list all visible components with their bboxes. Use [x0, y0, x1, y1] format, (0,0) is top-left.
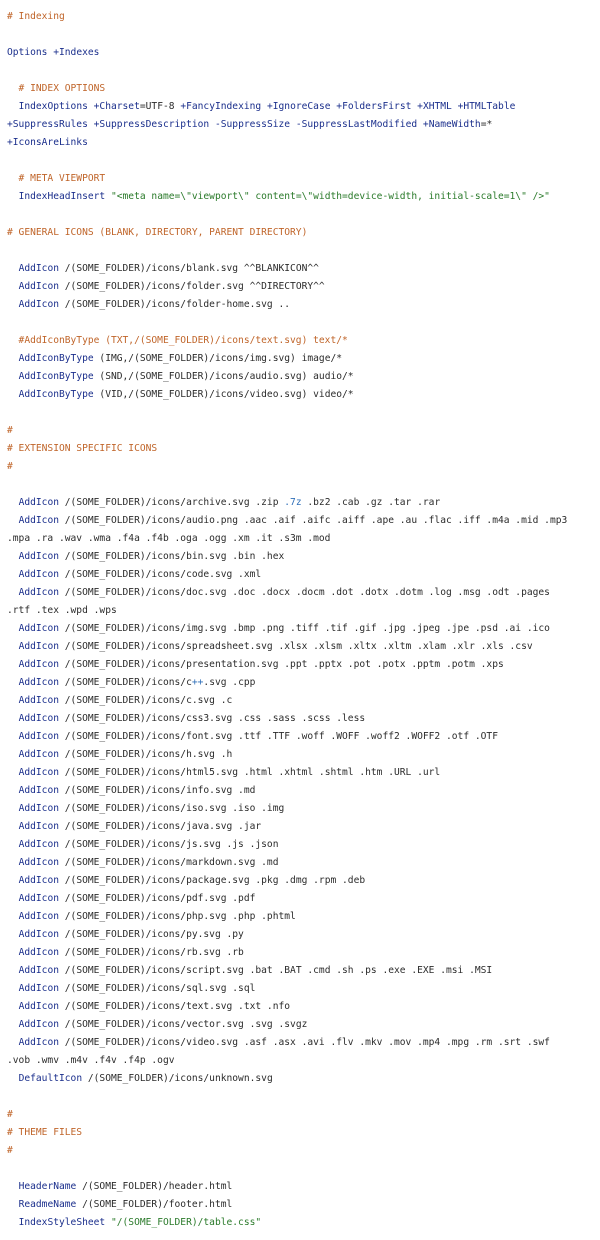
code-line [7, 782, 595, 800]
code-token-plain: /(SOME_FOLDER)/icons/audio.png .aac .aif .aifc .aiff .ape .au .flac .iff .m4a .mid .mp3 [59, 515, 568, 526]
code-line [7, 728, 595, 746]
code-token-comment: # THEME FILES [7, 1127, 83, 1138]
code-line [7, 44, 595, 62]
code-token-keyword: AddIconByType [18, 371, 94, 382]
code-token-plain [7, 1019, 19, 1030]
code-token-keyword: AddIcon [18, 713, 59, 724]
code-token-plain [7, 821, 19, 832]
code-token-comment: # [7, 461, 13, 472]
code-line [7, 692, 595, 710]
code-token-keyword: DefaultIcon [18, 1073, 83, 1084]
code-token-plain: /(SOME_FOLDER)/header.html [76, 1181, 233, 1192]
code-line [7, 1106, 595, 1124]
code-token-plain: /(SOME_FOLDER)/icons/package.svg .pkg .dmg .rpm .deb [59, 875, 366, 886]
code-token-keyword: AddIcon [18, 803, 59, 814]
code-line [7, 404, 595, 422]
code-token-plain: .vob .wmv .m4v .f4v .f4p .ogv [7, 1055, 175, 1066]
code-token-plain: /(SOME_FOLDER)/footer.html [76, 1199, 233, 1210]
code-token-comment: # META VIEWPORT [7, 173, 106, 184]
code-token-keyword: AddIcon [18, 263, 59, 274]
code-token-plain [7, 749, 19, 760]
code-token-plain: =* [480, 119, 493, 130]
code-token-plain: /(SOME_FOLDER)/icons/text.svg .txt .nfo [59, 1001, 291, 1012]
code-token-plain [7, 551, 19, 562]
code-token-keyword: AddIcon [18, 767, 59, 778]
code-line [7, 350, 595, 368]
code-token-plain [7, 1001, 19, 1012]
code-token-keyword: AddIcon [18, 749, 59, 760]
code-token-num: ++ [191, 677, 204, 688]
code-token-keyword: AddIcon [18, 1037, 59, 1048]
code-token-plain [7, 1217, 19, 1228]
code-token-comment: # Indexing [7, 11, 65, 22]
code-line [7, 1214, 595, 1232]
code-token-keyword: +HTMLTable [457, 101, 516, 112]
code-line [7, 800, 595, 818]
code-line [7, 1160, 595, 1178]
code-token-keyword: AddIcon [18, 281, 59, 292]
code-token-comment: # INDEX OPTIONS [7, 83, 106, 94]
code-token-plain: /(SOME_FOLDER)/icons/img.svg .bmp .png .tiff .tif .gif .jpg .jpeg .jpe .psd .ai .ico [59, 623, 550, 634]
code-token-keyword: +SuppressDescription [93, 119, 210, 130]
code-line [7, 764, 595, 782]
code-line [7, 260, 595, 278]
code-line [7, 980, 595, 998]
code-token-plain: .rtf .tex .wpd .wps [7, 605, 117, 616]
code-token-plain: /(SOME_FOLDER)/icons/html5.svg .html .xhtml .shtml .htm .URL .url [59, 767, 441, 778]
code-line [7, 620, 595, 638]
code-token-plain [7, 767, 19, 778]
code-line [7, 1052, 595, 1070]
code-token-keyword: IndexStyleSheet [18, 1217, 106, 1228]
code-token-keyword: IndexOptions [18, 101, 88, 112]
code-token-plain: /(SOME_FOLDER)/icons/unknown.svg [82, 1073, 273, 1084]
code-token-plain [7, 299, 19, 310]
code-token-plain [7, 389, 19, 400]
code-line [7, 1088, 595, 1106]
code-line [7, 1196, 595, 1214]
code-token-plain [7, 1199, 19, 1210]
code-token-keyword: +XHTML [417, 101, 452, 112]
code-token-plain [7, 929, 19, 940]
code-token-keyword: AddIcon [18, 857, 59, 868]
code-line [7, 944, 595, 962]
code-token-keyword: AddIcon [18, 1001, 59, 1012]
code-token-plain [7, 1073, 19, 1084]
code-line [7, 8, 595, 26]
code-token-plain: /(SOME_FOLDER)/icons/spreadsheet.svg .xlsx .xlsm .xltx .xltm .xlam .xlr .xls .csv [59, 641, 533, 652]
code-line [7, 872, 595, 890]
code-line [7, 548, 595, 566]
code-token-keyword: +IgnoreCase [266, 101, 331, 112]
code-line [7, 836, 595, 854]
code-token-keyword: +Indexes [53, 47, 100, 58]
code-token-string: "<meta name=\"viewport\" content=\"width=device-width, initial-scale=1\" />" [110, 191, 550, 202]
code-token-plain [7, 281, 19, 292]
code-token-plain: /(SOME_FOLDER)/icons/blank.svg ^^BLANKICON^^ [59, 263, 319, 274]
code-token-keyword: AddIcon [18, 731, 59, 742]
code-token-plain [7, 371, 19, 382]
code-token-comment: # [7, 1145, 13, 1156]
code-token-keyword: AddIcon [18, 785, 59, 796]
code-token-keyword: AddIcon [18, 965, 59, 976]
code-token-plain [7, 875, 19, 886]
code-token-keyword: +NameWidth [422, 119, 481, 130]
code-token-plain [7, 569, 19, 580]
code-token-keyword: AddIcon [18, 839, 59, 850]
code-token-keyword: AddIcon [18, 623, 59, 634]
code-token-keyword: AddIcon [18, 875, 59, 886]
code-token-keyword: +IconsAreLinks [7, 137, 88, 148]
code-line [7, 134, 595, 152]
code-token-plain: /(SOME_FOLDER)/icons/bin.svg .bin .hex [59, 551, 285, 562]
code-token-keyword: HeaderName [18, 1181, 77, 1192]
code-line [7, 1070, 595, 1088]
code-line [7, 908, 595, 926]
code-token-plain [7, 677, 19, 688]
code-token-plain [7, 713, 19, 724]
code-token-keyword: AddIcon [18, 1019, 59, 1030]
code-token-keyword: +FancyIndexing [180, 101, 262, 112]
code-line [7, 656, 595, 674]
code-token-keyword: AddIcon [18, 929, 59, 940]
code-token-plain: /(SOME_FOLDER)/icons/video.svg .asf .asx .avi .flv .mkv .mov .mp4 .mpg .rm .srt .swf [59, 1037, 550, 1048]
code-token-comment: # [7, 425, 13, 436]
code-token-plain: /(SOME_FOLDER)/icons/font.svg .ttf .TTF .woff .WOFF .woff2 .WOFF2 .otf .OTF [59, 731, 498, 742]
code-token-keyword: AddIcon [18, 821, 59, 832]
code-token-plain: /(SOME_FOLDER)/icons/folder-home.svg .. [59, 299, 291, 310]
code-line [7, 188, 595, 206]
code-token-plain [7, 641, 19, 652]
code-line [7, 1124, 595, 1142]
code-token-plain: /(SOME_FOLDER)/icons/css3.svg .css .sass .scss .less [59, 713, 366, 724]
code-token-plain: (VID,/(SOME_FOLDER)/icons/video.svg) video/* [93, 389, 354, 400]
code-token-plain: /(SOME_FOLDER)/icons/archive.svg .zip [59, 497, 285, 508]
code-token-plain: /(SOME_FOLDER)/icons/js.svg .js .json [59, 839, 279, 850]
code-token-plain [7, 515, 19, 526]
code-token-comment: # [7, 1109, 13, 1120]
code-token-plain: (SND,/(SOME_FOLDER)/icons/audio.svg) audio/* [93, 371, 354, 382]
code-token-plain: /(SOME_FOLDER)/icons/rb.svg .rb [59, 947, 244, 958]
code-line [7, 80, 595, 98]
code-token-keyword: AddIcon [18, 587, 59, 598]
code-line [7, 386, 595, 404]
code-line [7, 1142, 595, 1160]
code-token-keyword: AddIcon [18, 551, 59, 562]
code-token-keyword: AddIcon [18, 893, 59, 904]
code-token-plain: /(SOME_FOLDER)/icons/script.svg .bat .BAT .cmd .sh .ps .exe .EXE .msi .MSI [59, 965, 493, 976]
code-line [7, 314, 595, 332]
code-token-keyword: AddIcon [18, 299, 59, 310]
code-line [7, 476, 595, 494]
code-line [7, 116, 595, 134]
code-token-plain [7, 263, 19, 274]
code-token-plain: (IMG,/(SOME_FOLDER)/icons/img.svg) image/* [93, 353, 343, 364]
code-line [7, 368, 595, 386]
code-token-plain: /(SOME_FOLDER)/icons/pdf.svg .pdf [59, 893, 256, 904]
code-line [7, 818, 595, 836]
code-token-plain: /(SOME_FOLDER)/icons/sql.svg .sql [59, 983, 256, 994]
code-token-keyword: AddIcon [18, 497, 59, 508]
code-line [7, 152, 595, 170]
code-token-keyword: AddIcon [18, 695, 59, 706]
code-line [7, 1016, 595, 1034]
code-token-plain [7, 1037, 19, 1048]
code-token-keyword: +FoldersFirst [336, 101, 412, 112]
code-token-plain [7, 731, 19, 742]
code-line [7, 332, 595, 350]
code-token-plain [7, 983, 19, 994]
code-token-plain: /(SOME_FOLDER)/icons/c.svg .c [59, 695, 233, 706]
code-token-plain: /(SOME_FOLDER)/icons/py.svg .py [59, 929, 244, 940]
code-line [7, 998, 595, 1016]
code-token-keyword: AddIcon [18, 515, 59, 526]
code-token-plain [7, 857, 19, 868]
code-token-plain [7, 803, 19, 814]
code-token-comment: #AddIconByType (TXT,/(SOME_FOLDER)/icons/text.svg) text/* [7, 335, 348, 346]
code-token-plain [7, 965, 19, 976]
code-line [7, 530, 595, 548]
code-token-string: "/(SOME_FOLDER)/table.css" [110, 1217, 262, 1228]
code-token-plain: /(SOME_FOLDER)/icons/java.svg .jar [59, 821, 262, 832]
code-line [7, 296, 595, 314]
code-line [7, 242, 595, 260]
code-token-keyword: AddIcon [18, 569, 59, 580]
code-token-keyword: -SuppressLastModified [295, 119, 418, 130]
code-token-plain [7, 101, 19, 112]
code-token-plain [7, 353, 19, 364]
code-line [7, 674, 595, 692]
code-token-plain [7, 497, 19, 508]
code-block [7, 8, 595, 1232]
code-line [7, 584, 595, 602]
code-token-plain: /(SOME_FOLDER)/icons/info.svg .md [59, 785, 256, 796]
code-line [7, 62, 595, 80]
code-token-plain [7, 785, 19, 796]
code-token-plain: /(SOME_FOLDER)/icons/doc.svg .doc .docx .docm .dot .dotx .dotm .log .msg .odt .pages [59, 587, 550, 598]
code-line [7, 494, 595, 512]
code-token-keyword: Options [7, 47, 48, 58]
code-token-plain [7, 893, 19, 904]
code-token-comment: # GENERAL ICONS (BLANK, DIRECTORY, PARENT DIRECTORY) [7, 227, 308, 238]
code-line [7, 926, 595, 944]
code-token-plain [7, 839, 19, 850]
code-line [7, 566, 595, 584]
code-line [7, 98, 595, 116]
code-token-plain [7, 1181, 19, 1192]
code-token-keyword: +Charset [93, 101, 140, 112]
code-token-keyword: AddIcon [18, 911, 59, 922]
code-line [7, 890, 595, 908]
code-token-plain: /(SOME_FOLDER)/icons/h.svg .h [59, 749, 233, 760]
code-line [7, 602, 595, 620]
code-token-keyword: AddIcon [18, 641, 59, 652]
code-token-keyword: IndexHeadInsert [18, 191, 106, 202]
code-line [7, 458, 595, 476]
code-token-plain: /(SOME_FOLDER)/icons/vector.svg .svg .svgz [59, 1019, 308, 1030]
code-token-keyword: AddIcon [18, 983, 59, 994]
code-token-plain [7, 695, 19, 706]
code-line [7, 512, 595, 530]
code-token-keyword: AddIcon [18, 659, 59, 670]
code-token-plain: .svg .cpp [203, 677, 256, 688]
code-token-plain [7, 587, 19, 598]
code-line [7, 440, 595, 458]
code-token-plain: /(SOME_FOLDER)/icons/iso.svg .iso .img [59, 803, 285, 814]
code-line [7, 278, 595, 296]
code-token-keyword: -SuppressSize [214, 119, 291, 130]
code-token-keyword: +SuppressRules [7, 119, 88, 130]
code-token-plain: =UTF-8 [139, 101, 181, 112]
code-token-num: .7z [284, 497, 302, 508]
code-line [7, 962, 595, 980]
code-token-plain: /(SOME_FOLDER)/icons/presentation.svg .ppt .pptx .pot .potx .pptm .potm .xps [59, 659, 504, 670]
code-token-keyword: AddIconByType [18, 353, 94, 364]
code-token-plain: /(SOME_FOLDER)/icons/c [59, 677, 192, 688]
code-token-keyword: AddIconByType [18, 389, 94, 400]
code-line [7, 422, 595, 440]
code-token-plain [7, 659, 19, 670]
code-line [7, 710, 595, 728]
code-token-plain: .bz2 .cab .gz .tar .rar [301, 497, 441, 508]
code-token-plain: .mpa .ra .wav .wma .f4a .f4b .oga .ogg .xm .it .s3m .mod [7, 533, 331, 544]
code-token-plain: /(SOME_FOLDER)/icons/code.svg .xml [59, 569, 262, 580]
code-token-plain [7, 911, 19, 922]
code-token-plain: /(SOME_FOLDER)/icons/folder.svg ^^DIRECTORY^^ [59, 281, 325, 292]
code-line [7, 1178, 595, 1196]
code-token-keyword: ReadmeName [18, 1199, 77, 1210]
code-line [7, 1034, 595, 1052]
code-line [7, 170, 595, 188]
code-token-plain [7, 623, 19, 634]
code-line [7, 746, 595, 764]
code-token-keyword: AddIcon [18, 947, 59, 958]
code-line [7, 224, 595, 242]
code-line [7, 854, 595, 872]
code-token-plain: /(SOME_FOLDER)/icons/markdown.svg .md [59, 857, 279, 868]
code-token-comment: # EXTENSION SPECIFIC ICONS [7, 443, 158, 454]
code-token-plain [7, 947, 19, 958]
code-line [7, 638, 595, 656]
code-line [7, 206, 595, 224]
code-token-plain [7, 191, 19, 202]
code-token-keyword: AddIcon [18, 677, 59, 688]
code-token-plain: /(SOME_FOLDER)/icons/php.svg .php .phtml [59, 911, 296, 922]
code-line [7, 26, 595, 44]
